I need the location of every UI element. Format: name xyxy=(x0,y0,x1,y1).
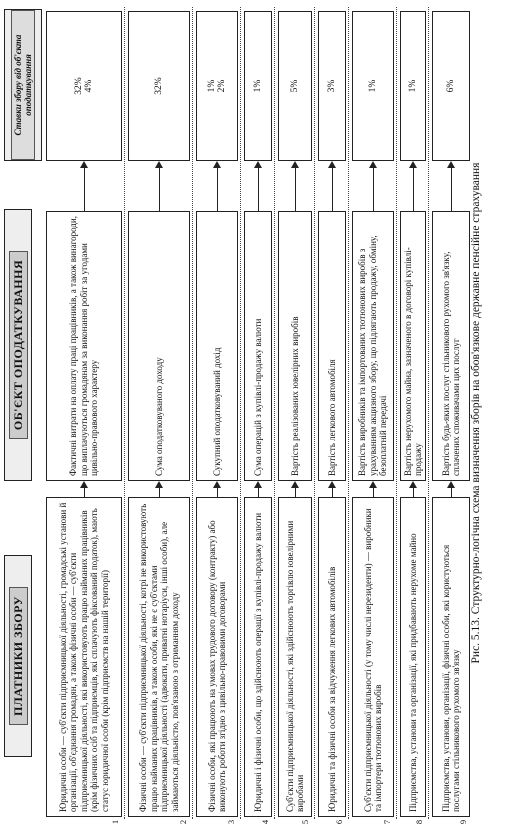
row-number: 6 xyxy=(334,819,344,825)
connector-line xyxy=(332,168,333,211)
arrow-right-icon xyxy=(213,161,221,168)
row-number: 1 xyxy=(110,819,120,825)
connector-line xyxy=(159,168,160,211)
payer-box: Фізичні особи — суб'єкти підприємницької діяльності, котрі не використовують працю найманих працівників, а також особи, які не є суб'єктами підприємницької діяльності (адвокати, приватні нотаріуси, інші особи), але займаються діяльністю, пов'язаною з отриманням доходу xyxy=(128,497,190,817)
row-divider xyxy=(428,7,429,819)
arrow-right-icon xyxy=(409,481,417,488)
object-header-label: ОБ'ЄКТ ОПОДАТКУВАННЯ xyxy=(9,251,28,439)
rate-header-label: Ставки збору від об'єкта оподаткування xyxy=(11,10,35,160)
object-box: Сукупний оподатковуваний дохід xyxy=(196,211,238,481)
arrow-right-icon xyxy=(80,481,88,488)
row-divider xyxy=(348,7,349,819)
rate-box: 32% xyxy=(128,11,190,161)
connector-line xyxy=(258,168,259,211)
connector-line xyxy=(84,168,85,211)
arrow-right-icon xyxy=(328,481,336,488)
connector-line xyxy=(217,488,218,497)
arrow-right-icon xyxy=(80,161,88,168)
row-divider xyxy=(240,7,241,819)
object-box: Вартість будь-яких послуг стільникового рухомого зв'язку, сплачених споживачами цих послуг xyxy=(432,211,470,481)
connector-line xyxy=(295,488,296,497)
arrow-right-icon xyxy=(369,481,377,488)
arrow-right-icon xyxy=(291,481,299,488)
row-divider xyxy=(396,7,397,819)
payers-header-label: ПЛАТНИКИ ЗБОРУ xyxy=(9,587,28,725)
arrow-right-icon xyxy=(155,161,163,168)
row-number: 9 xyxy=(458,819,468,825)
arrow-right-icon xyxy=(369,161,377,168)
payer-box: Фізичні особи, які працюють на умовах трудового договору (контракту) або виконують роботи згідно з цивільно-правовими договорами xyxy=(196,497,238,817)
arrow-right-icon xyxy=(447,481,455,488)
rate-box: 1% xyxy=(400,11,426,161)
connector-line xyxy=(413,168,414,211)
payers-header xyxy=(4,555,32,757)
connector-line xyxy=(451,488,452,497)
rate-box: 32% 4% xyxy=(46,11,122,161)
payer-box: Підприємства, установи, організації, фізичні особи, які користуються послугами стільникового рухомого зв'язку xyxy=(432,497,470,817)
object-box: Сума операцій з купівлі-продажу валюти xyxy=(244,211,272,481)
row-divider xyxy=(192,7,193,819)
row-number: 7 xyxy=(382,819,392,825)
connector-line xyxy=(258,488,259,497)
connector-line xyxy=(373,168,374,211)
rate-box: 6% xyxy=(432,11,470,161)
object-header xyxy=(4,209,32,481)
connector-line xyxy=(159,488,160,497)
row-number: 4 xyxy=(260,819,270,825)
row-divider xyxy=(124,7,125,819)
object-box: Вартість легкового автомобіля xyxy=(318,211,346,481)
arrow-right-icon xyxy=(254,161,262,168)
row-number: 2 xyxy=(178,819,188,825)
rate-box: 5% xyxy=(278,11,312,161)
arrow-right-icon xyxy=(291,161,299,168)
payer-box: Юридичні особи — суб'єкти підприємницької діяльності, громадські установи й організації, об'єднання громадян, а також фізичні особи — суб'єкти підприємницької діяльності, які використовують працю найманих працівників (крім фізичних осіб та підприємців, які сплачують фіксований податок), мають статус юридичної особи (крім підприємств на нашій території) xyxy=(46,497,122,817)
connector-line xyxy=(451,168,452,211)
row-divider xyxy=(274,7,275,819)
row-number: 8 xyxy=(414,819,424,825)
connector-line xyxy=(84,488,85,497)
figure-caption: Рис. 5.13. Структурно-логічна схема визначення зборів на обов'язкове державне пенсійне страхування xyxy=(470,162,482,664)
payer-box: Юридичні і фізичні особи, що здійснюють операції з купівлі-продажу валюти xyxy=(244,497,272,817)
object-box: Сума оподатковуваного доходу xyxy=(128,211,190,481)
connector-line xyxy=(332,488,333,497)
arrow-right-icon xyxy=(447,161,455,168)
rate-box: 1% xyxy=(352,11,394,161)
rate-box: 1% 2% xyxy=(196,11,238,161)
arrow-right-icon xyxy=(213,481,221,488)
row-number: 5 xyxy=(300,819,310,825)
arrow-right-icon xyxy=(155,481,163,488)
connector-line xyxy=(217,168,218,211)
rate-box: 3% xyxy=(318,11,346,161)
rate-box: 1% xyxy=(244,11,272,161)
connector-line xyxy=(373,488,374,497)
object-box: Фактичні витрати на оплату праці працівників, а також винагороди, що виплачуються громадянам за виконання робіт за угодами цивільно-правового характеру xyxy=(46,211,122,481)
row-number: 3 xyxy=(226,819,236,825)
object-box: Вартість нерухомого майна, зазначеного в договорі купівлі-продажу xyxy=(400,211,426,481)
connector-line xyxy=(413,488,414,497)
object-box: Вартість реалізованих ювелірних виробів xyxy=(278,211,312,481)
row-divider xyxy=(314,7,315,819)
arrow-right-icon xyxy=(409,161,417,168)
object-box: Вартість виробників та імпортованих тютюнових виробів з урахуванням акцизного збору, що підлягають продажу, обміну, безоплатній передачі xyxy=(352,211,394,481)
connector-line xyxy=(295,168,296,211)
payer-box: Суб'єкти підприємницької діяльності (у тому числі нерезиденти) — виробники та імпортери тютюнових виробів xyxy=(352,497,394,817)
payer-box: Підприємства, установи та організації, які придбавають нерухоме майно xyxy=(400,497,426,817)
arrow-right-icon xyxy=(254,481,262,488)
payer-box: Юридичні та фізичні особи за відчуження легкових автомобілів xyxy=(318,497,346,817)
arrow-right-icon xyxy=(328,161,336,168)
payer-box: Суб'єкти підприємницької діяльності, які здійснюють торгівлю ювелірними виробами xyxy=(278,497,312,817)
rate-header xyxy=(4,9,42,161)
